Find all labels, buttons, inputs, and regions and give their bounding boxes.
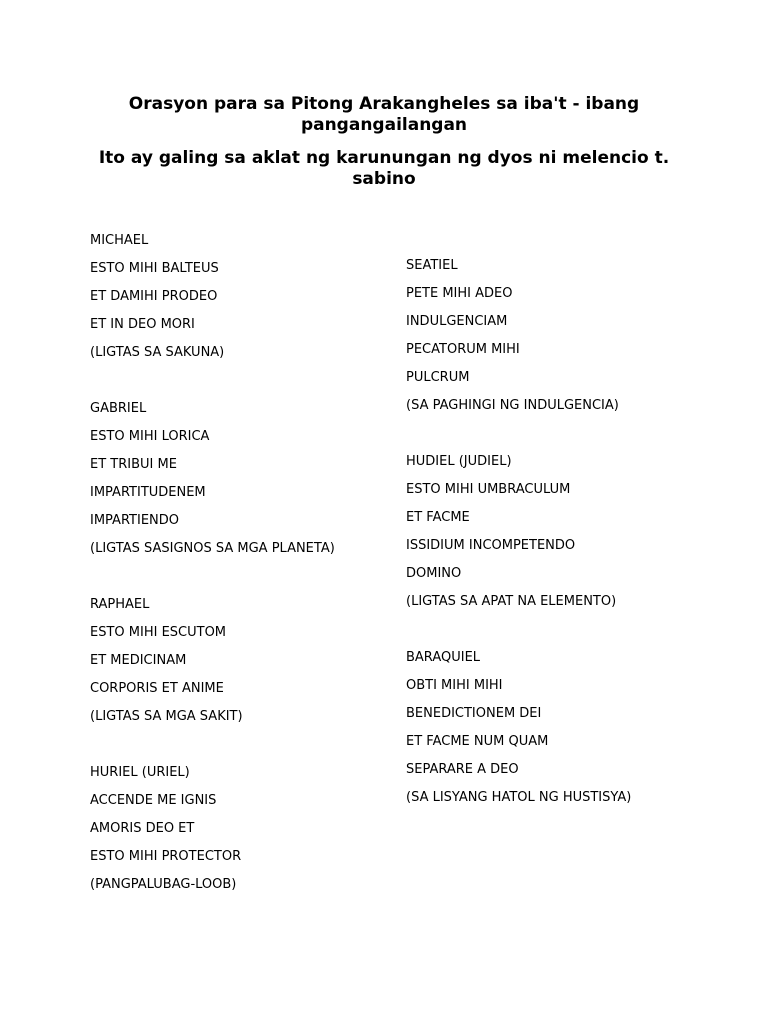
prayer-line: ET DAMIHI PRODEO [90,289,218,304]
blank-line [90,736,335,764]
prayer-line: (LIGTAS SA APAT NA ELEMENTO) [406,594,617,609]
document-title: Orasyon para sa Pitong Arakangheles sa iba't - ibang pangangailangan [128,94,640,135]
prayer-line: AMORIS DEO ET [90,821,195,836]
prayer-line: ESTO MIHI UMBRACULUM [406,482,571,497]
blank-line [90,372,335,400]
prayer-line: ET FACME [406,510,470,525]
prayer-line: SEPARARE A DEO [406,762,519,777]
prayer-line: (SA LISYANG HATOL NG HUSTISYA) [406,790,632,805]
prayer-line: (PANGPALUBAG-LOOB) [90,877,237,892]
prayer-line: ESTO MIHI PROTECTOR [90,849,242,864]
prayer-line: BENEDICTIONEM DEI [406,706,542,721]
prayer-line: DOMINO [406,566,462,581]
prayer-line: IMPARTITUDENEM [90,485,206,500]
prayer-line: ET FACME NUM QUAM [406,734,549,749]
prayer-line: ET TRIBUI ME [90,457,177,472]
prayer-line: GABRIEL [90,401,147,416]
left-prayer-column [90,232,335,904]
prayer-line: ESTO MIHI ESCUTOM [90,625,227,640]
blank-line [406,621,631,649]
prayer-line: INDULGENCIAM [406,314,508,329]
blank-line [90,568,335,596]
right-prayer-column [406,257,631,817]
prayer-line: HURIEL (URIEL) [90,765,190,780]
prayer-line: MICHAEL [90,233,149,248]
prayer-line: (LIGTAS SA MGA SAKIT) [90,709,243,724]
prayer-line: PETE MIHI ADEO [406,286,513,301]
prayer-line: RAPHAEL [90,597,150,612]
prayer-line: ACCENDE ME IGNIS [90,793,217,808]
prayer-line: ISSIDIUM INCOMPETENDO [406,538,576,553]
prayer-line: PULCRUM [406,370,470,385]
prayer-line: HUDIEL (JUDIEL) [406,454,512,469]
prayer-line: SEATIEL [406,258,458,273]
prayer-line: (LIGTAS SASIGNOS SA MGA PLANETA) [90,541,335,556]
prayer-line: (LIGTAS SA SAKUNA) [90,345,225,360]
prayer-line: IMPARTIENDO [90,513,179,528]
prayer-line: CORPORIS ET ANIME [90,681,224,696]
prayer-line: BARAQUIEL [406,650,481,665]
blank-line [406,425,631,453]
prayer-line: ET IN DEO MORI [90,317,195,332]
prayer-line: ET MEDICINAM [90,653,187,668]
prayer-line: ESTO MIHI LORICA [90,429,210,444]
document-subtitle: Ito ay galing sa aklat ng karunungan ng dyos ni melencio t. sabino [98,148,670,189]
prayer-line: (SA PAGHINGI NG INDULGENCIA) [406,398,619,413]
prayer-line: OBTI MIHI MIHI [406,678,503,693]
prayer-line: ESTO MIHI BALTEUS [90,261,219,276]
prayer-line: PECATORUM MIHI [406,342,520,357]
